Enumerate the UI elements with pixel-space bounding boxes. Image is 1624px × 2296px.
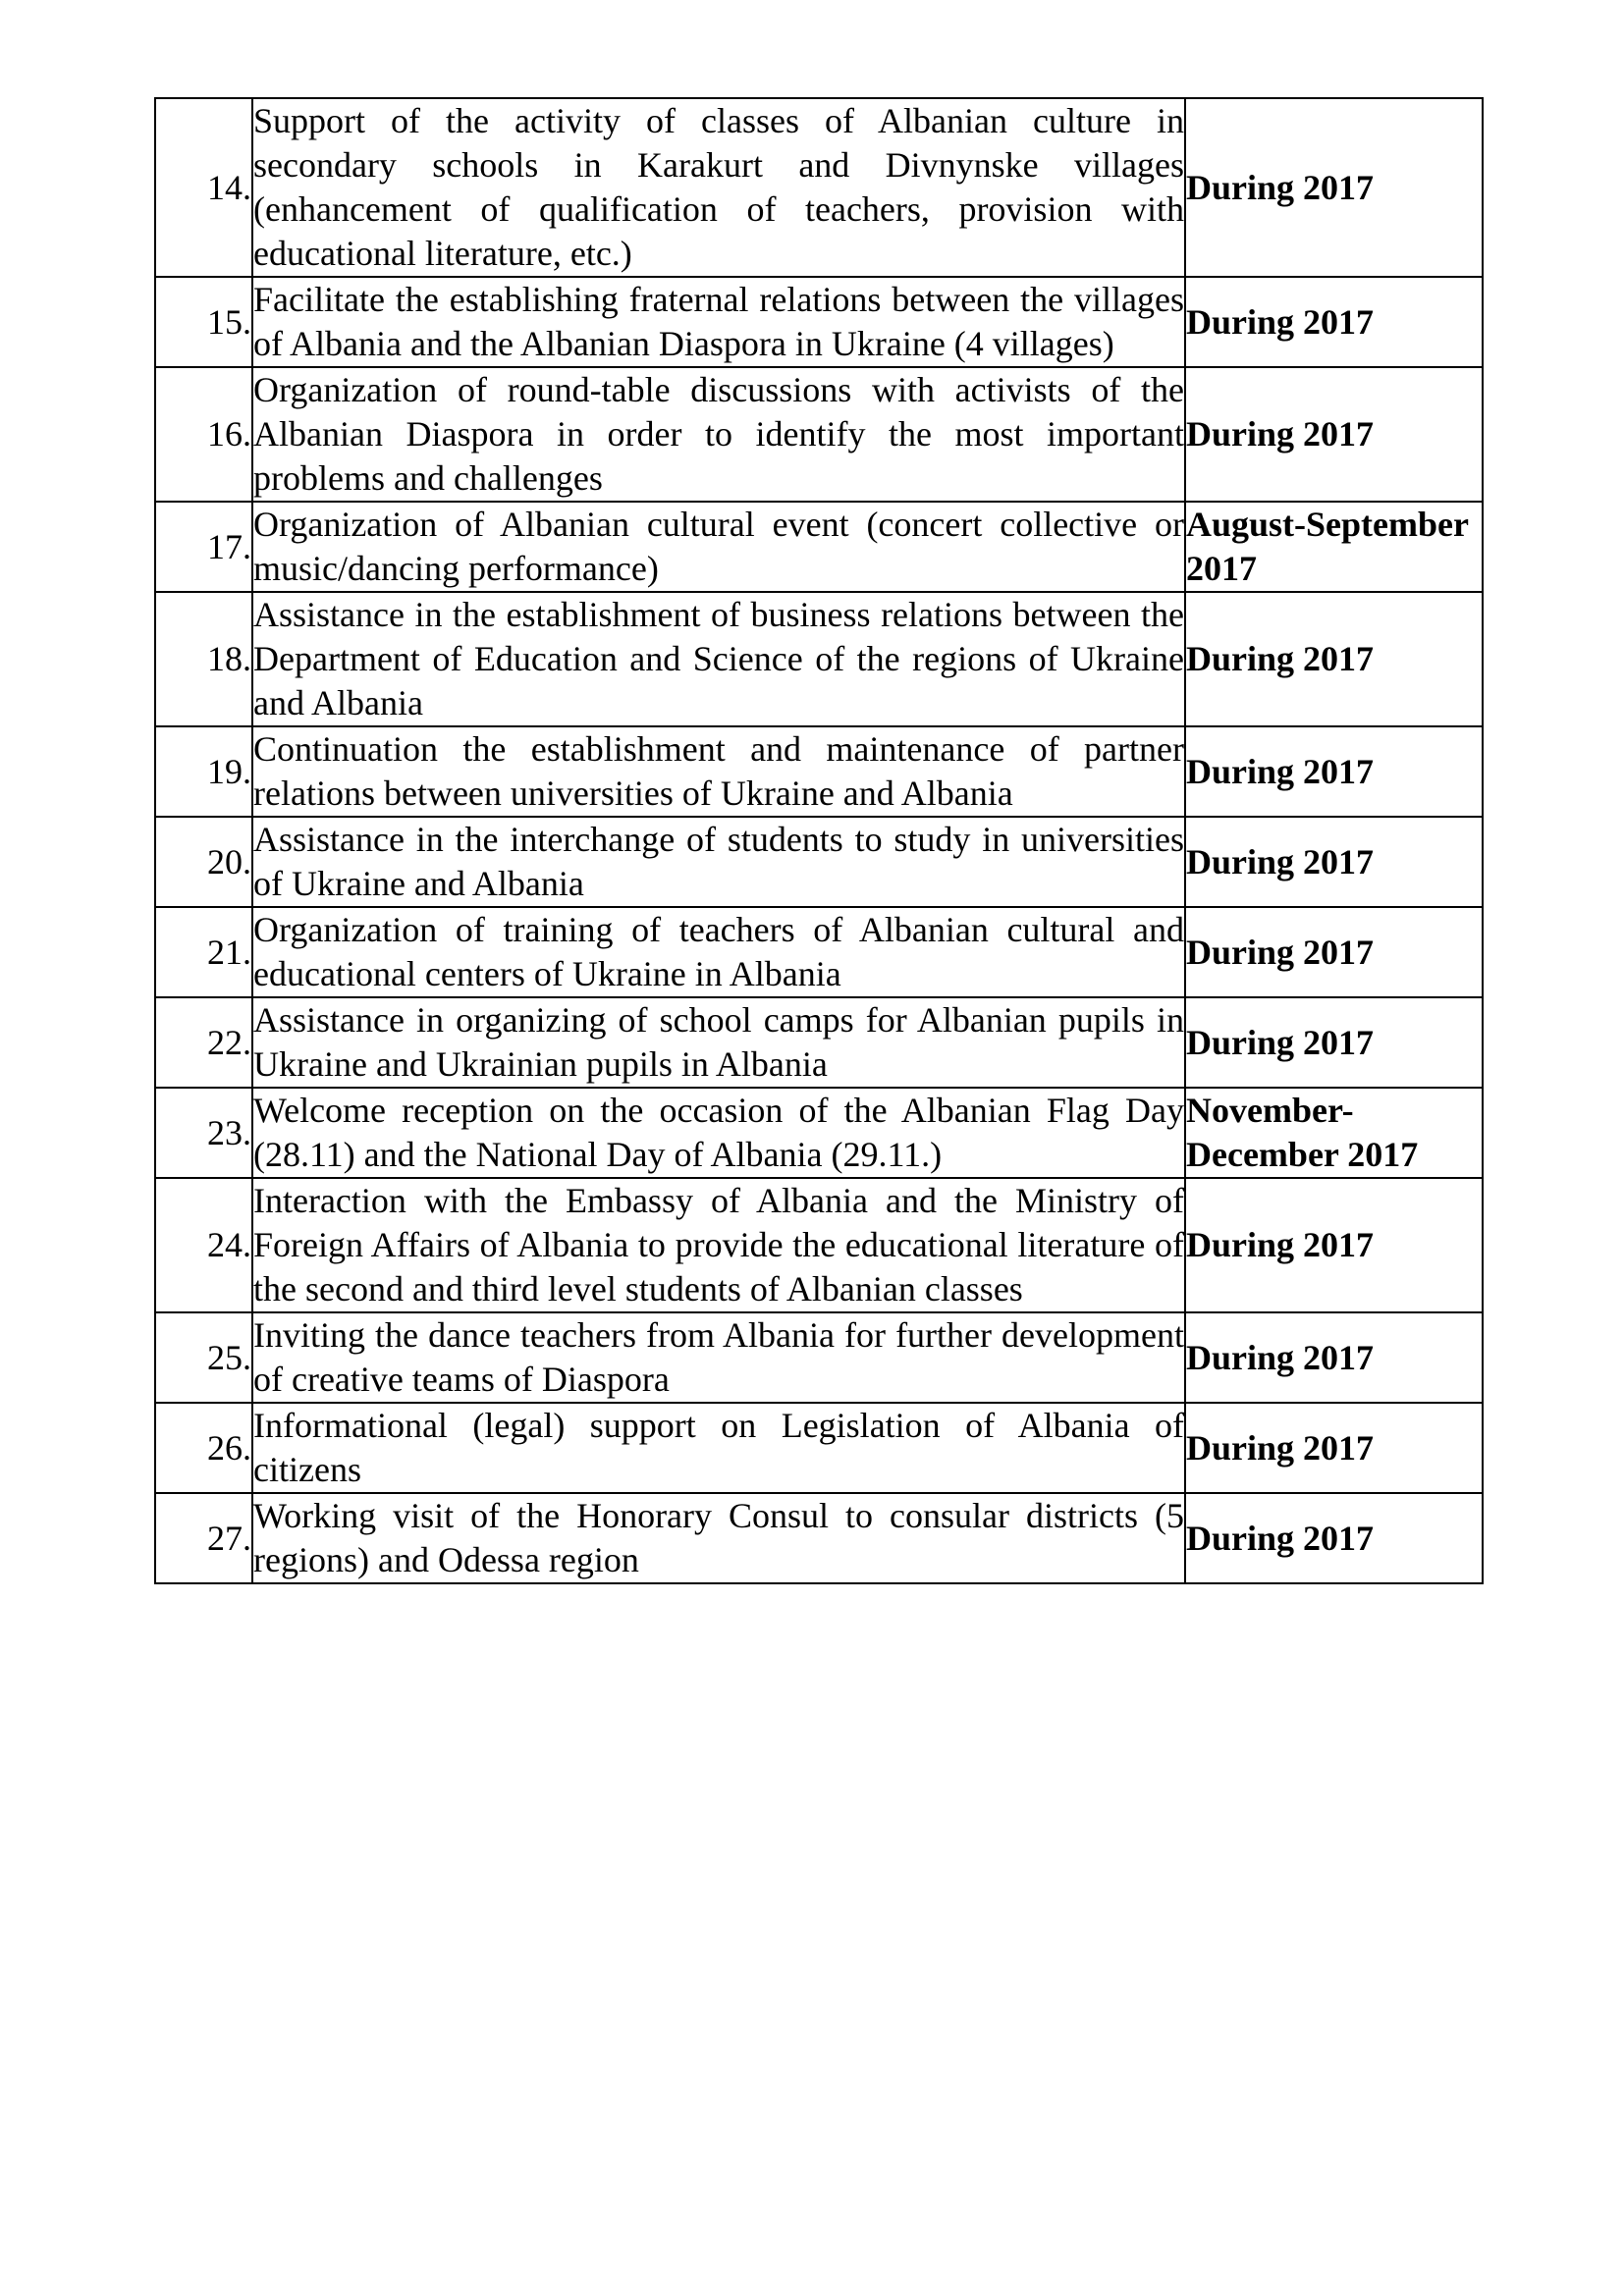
table-row (155, 367, 1483, 502)
activity-date: During 2017 (1185, 1403, 1483, 1493)
activity-description: Working visit of the Honorary Consul to consular districts (5 regions) and Odessa region (252, 1493, 1185, 1583)
activity-description: Assistance in organizing of school camps for Albanian pupils in Ukraine and Ukrainian pupils in Albania (252, 997, 1185, 1088)
activity-description: Welcome reception on the occasion of the Albanian Flag Day (28.11) and the National Day of Albania (29.11.) (252, 1088, 1185, 1178)
activity-date: During 2017 (1185, 98, 1483, 277)
row-number: 26. (155, 1403, 252, 1493)
row-number: 22. (155, 997, 252, 1088)
row-number: 25. (155, 1312, 252, 1403)
table-row (155, 817, 1483, 907)
table-row (155, 1088, 1483, 1178)
activity-description: Informational (legal) support on Legislation of Albania of citizens (252, 1403, 1185, 1493)
activity-description: Assistance in the interchange of students to study in universities of Ukraine and Albania (252, 817, 1185, 907)
activity-date: During 2017 (1185, 817, 1483, 907)
activity-date: During 2017 (1185, 1312, 1483, 1403)
activity-description: Organization of training of teachers of Albanian cultural and educational centers of Ukraine in Albania (252, 907, 1185, 997)
activity-description: Facilitate the establishing fraternal relations between the villages of Albania and the Albanian Diaspora in Ukraine (4 villages) (252, 277, 1185, 367)
row-number: 14. (155, 98, 252, 277)
table-row (155, 1312, 1483, 1403)
row-number: 19. (155, 726, 252, 817)
activity-plan-table (154, 97, 1484, 1584)
table-row (155, 726, 1483, 817)
activity-description: Organization of Albanian cultural event (concert collective or music/dancing performance) (252, 502, 1185, 592)
row-number: 23. (155, 1088, 252, 1178)
row-number: 20. (155, 817, 252, 907)
table-row (155, 592, 1483, 726)
activity-date: During 2017 (1185, 277, 1483, 367)
row-number: 15. (155, 277, 252, 367)
table-row (155, 502, 1483, 592)
activity-description: Inviting the dance teachers from Albania for further development of creative teams of Diaspora (252, 1312, 1185, 1403)
activity-date: November-December 2017 (1185, 1088, 1483, 1178)
table-row (155, 997, 1483, 1088)
activity-date: During 2017 (1185, 997, 1483, 1088)
activity-description: Organization of round-table discussions with activists of the Albanian Diaspora in order to identify the most important problems and challenges (252, 367, 1185, 502)
table-row (155, 1403, 1483, 1493)
activity-date: During 2017 (1185, 907, 1483, 997)
activity-description: Interaction with the Embassy of Albania and the Ministry of Foreign Affairs of Albania to provide the educational literature of the second and third level students of Albanian classes (252, 1178, 1185, 1312)
table-row (155, 98, 1483, 277)
activity-date: During 2017 (1185, 367, 1483, 502)
activity-date: During 2017 (1185, 592, 1483, 726)
row-number: 17. (155, 502, 252, 592)
activity-date: During 2017 (1185, 726, 1483, 817)
activity-description: Continuation the establishment and maintenance of partner relations between universities of Ukraine and Albania (252, 726, 1185, 817)
table-row (155, 277, 1483, 367)
activity-date: During 2017 (1185, 1493, 1483, 1583)
row-number: 18. (155, 592, 252, 726)
activity-description: Support of the activity of classes of Albanian culture in secondary schools in Karakurt and Divnynske villages (enhancement of qualification of teachers, provision with educational literature, etc.) (252, 98, 1185, 277)
table-row (155, 907, 1483, 997)
row-number: 24. (155, 1178, 252, 1312)
row-number: 21. (155, 907, 252, 997)
table-row (155, 1178, 1483, 1312)
activity-description: Assistance in the establishment of business relations between the Department of Education and Science of the regions of Ukraine and Albania (252, 592, 1185, 726)
row-number: 27. (155, 1493, 252, 1583)
activity-date: August-September 2017 (1185, 502, 1483, 592)
row-number: 16. (155, 367, 252, 502)
table-row (155, 1493, 1483, 1583)
activity-date: During 2017 (1185, 1178, 1483, 1312)
